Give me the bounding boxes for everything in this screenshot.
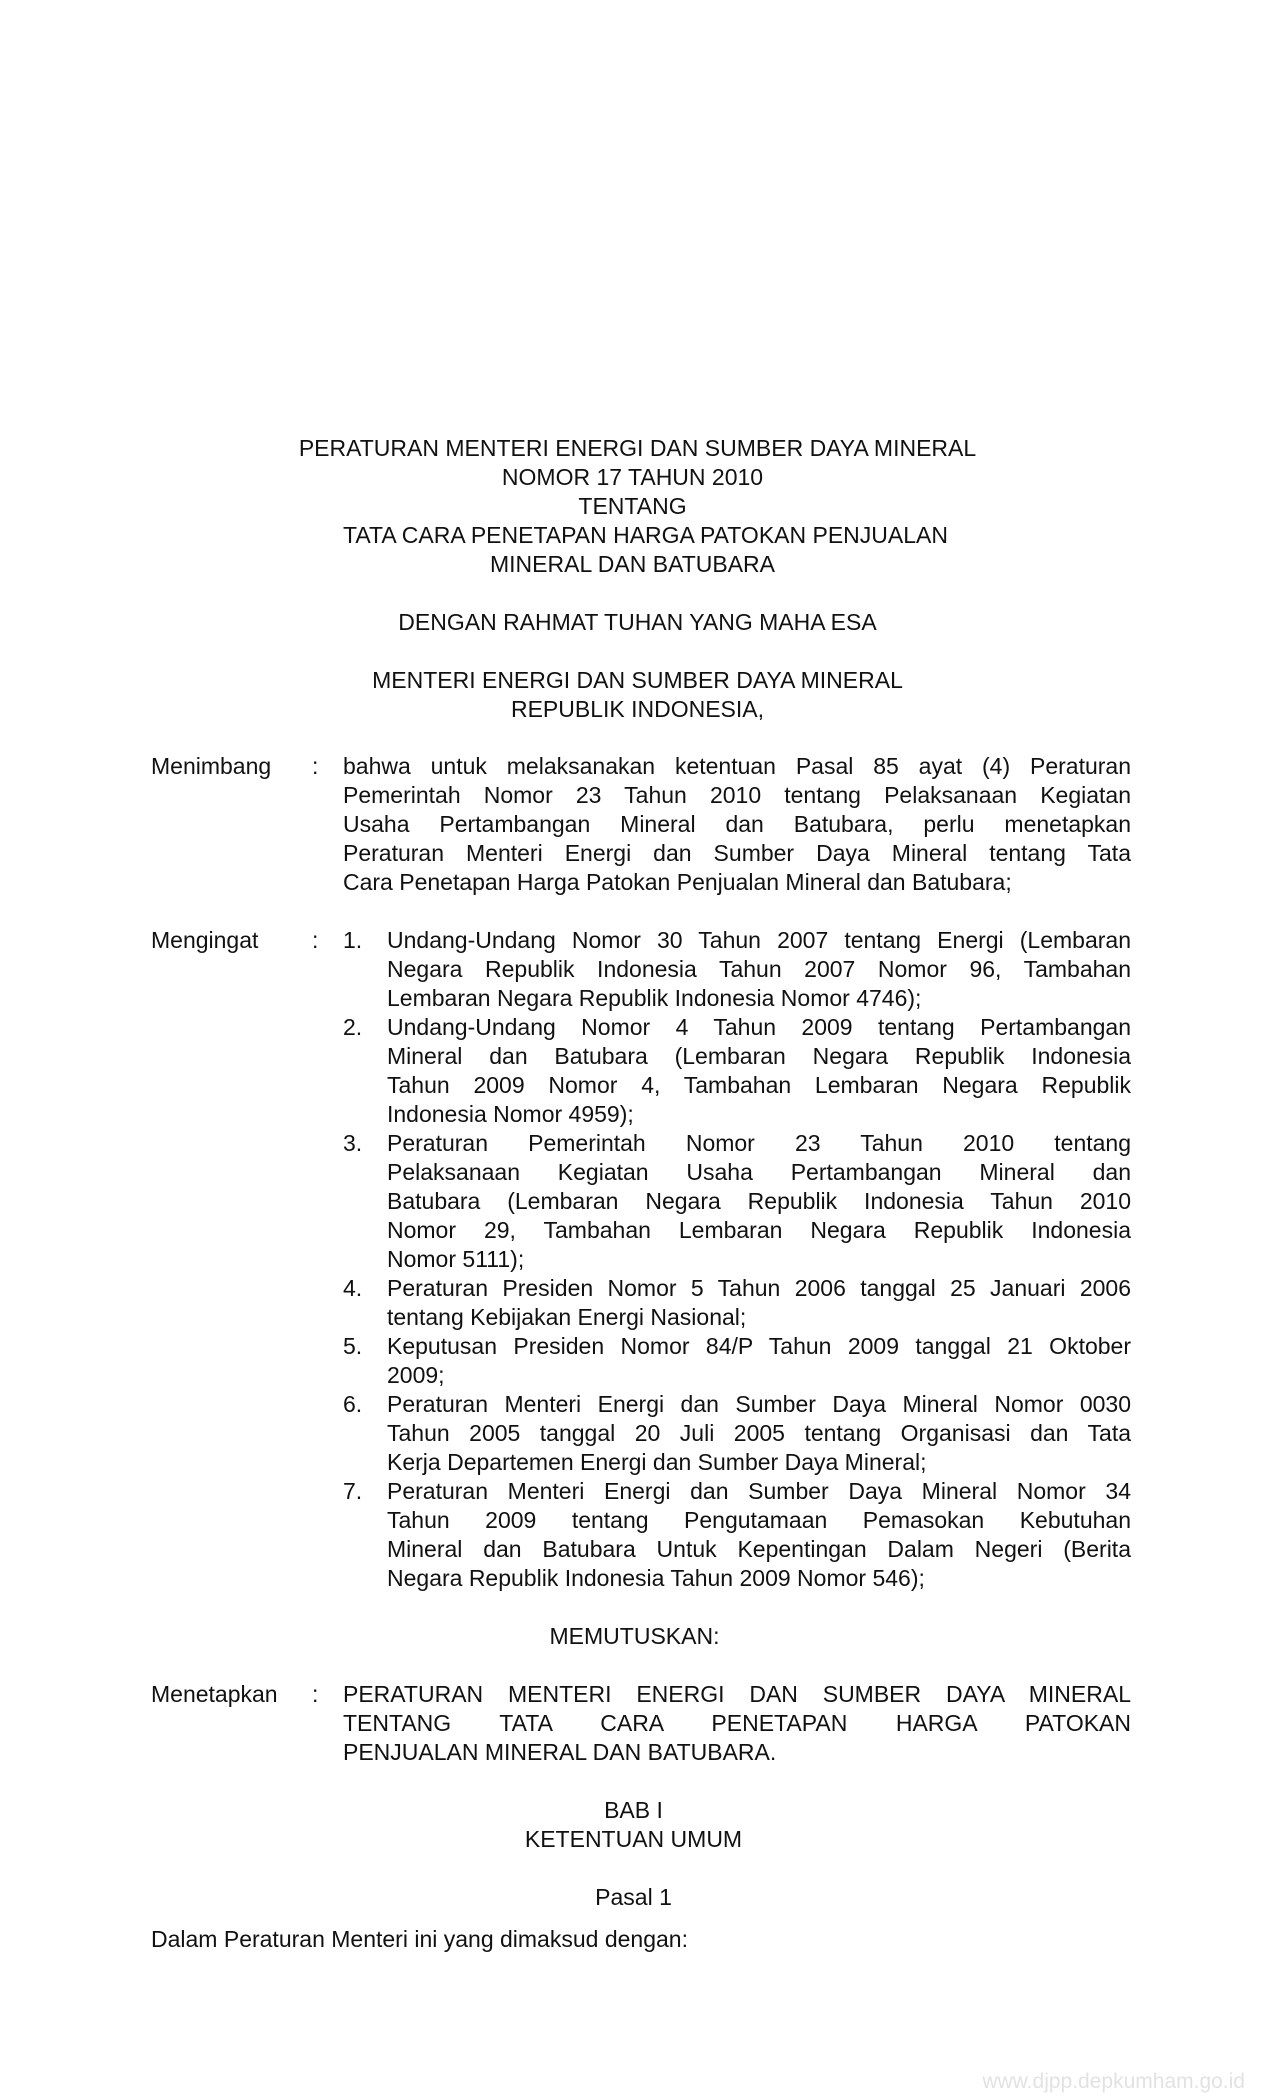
bab-number: BAB I (604, 1797, 663, 1823)
mengingat-item-number: 1. (343, 927, 363, 953)
mengingat-item-line: Nomor 5111); (387, 1246, 525, 1272)
title-line-2: NOMOR 17 TAHUN 2010 (501, 464, 764, 490)
mengingat-item-line: Keputusan Presiden Nomor 84/P Tahun 2009 tanggal 21 Oktober (387, 1333, 1131, 1359)
mengingat-item-number: 6. (343, 1391, 363, 1417)
mengingat-item-line: Lembaran Negara Republik Indonesia Nomor 4746); (387, 985, 922, 1011)
mengingat-item-line: Peraturan Presiden Nomor 5 Tahun 2006 tanggal 25 Januari 2006 (387, 1275, 1131, 1301)
invocation: DENGAN RAHMAT TUHAN YANG MAHA ESA (398, 609, 877, 635)
mengingat-item (387, 926, 1131, 1013)
memutuskan-heading: MEMUTUSKAN: (549, 1623, 720, 1649)
mengingat-item (387, 1013, 1131, 1129)
menimbang-text (343, 752, 1131, 897)
menetapkan-colon: : (312, 1681, 319, 1707)
bab-title: KETENTUAN UMUM (524, 1826, 743, 1852)
issuer-line-2: REPUBLIK INDONESIA, (510, 696, 765, 722)
menimbang-line: Usaha Pertambangan Mineral dan Batubara, perlu menetapkan (343, 811, 1131, 837)
mengingat-item-line: Indonesia Nomor 4959); (387, 1101, 634, 1127)
mengingat-item-line: Peraturan Menteri Energi dan Sumber Daya Mineral Nomor 34 (387, 1478, 1131, 1504)
mengingat-item-line: Undang-Undang Nomor 30 Tahun 2007 tentang Energi (Lembaran (387, 927, 1131, 953)
mengingat-item-line: Pelaksanaan Kegiatan Usaha Pertambangan Mineral dan (387, 1159, 1131, 1185)
mengingat-item-line: Peraturan Pemerintah Nomor 23 Tahun 2010 tentang (387, 1130, 1131, 1156)
mengingat-item-number: 2. (343, 1014, 363, 1040)
definitions-intro: Dalam Peraturan Menteri ini yang dimaksud dengan: (151, 1926, 688, 1952)
mengingat-item-line: Tahun 2009 tentang Pengutamaan Pemasokan Kebutuhan (387, 1507, 1131, 1533)
mengingat-item-line: Negara Republik Indonesia Tahun 2009 Nomor 546); (387, 1565, 925, 1591)
mengingat-item-number: 5. (343, 1333, 363, 1359)
mengingat-item-line: Tahun 2009 Nomor 4, Tambahan Lembaran Negara Republik (387, 1072, 1131, 1098)
mengingat-item-line: Nomor 29, Tambahan Lembaran Negara Republik Indonesia (387, 1217, 1131, 1243)
title-line-3: TENTANG (578, 493, 687, 519)
title-line-4: TATA CARA PENETAPAN HARGA PATOKAN PENJUALAN (343, 522, 948, 548)
mengingat-item-line: Undang-Undang Nomor 4 Tahun 2009 tentang Pertambangan (387, 1014, 1131, 1040)
mengingat-item-line: tentang Kebijakan Energi Nasional; (387, 1304, 747, 1330)
menetapkan-label: Menetapkan (151, 1681, 278, 1707)
mengingat-item-line: Tahun 2005 tanggal 20 Juli 2005 tentang Organisasi dan Tata (387, 1420, 1131, 1446)
mengingat-item (387, 1390, 1131, 1477)
issuer-line-1: MENTERI ENERGI DAN SUMBER DAYA MINERAL (372, 667, 903, 693)
mengingat-item-number: 3. (343, 1130, 363, 1156)
menimbang-line: Pemerintah Nomor 23 Tahun 2010 tentang Pelaksanaan Kegiatan (343, 782, 1131, 808)
pasal-heading: Pasal 1 (595, 1884, 672, 1910)
mengingat-item-number: 7. (343, 1478, 363, 1504)
menimbang-label: Menimbang (151, 753, 272, 779)
mengingat-item-line: Kerja Departemen Energi dan Sumber Daya Mineral; (387, 1449, 927, 1475)
mengingat-item (387, 1477, 1131, 1593)
mengingat-item-line: 2009; (387, 1362, 445, 1388)
title-line-5: MINERAL DAN BATUBARA (490, 551, 775, 577)
menimbang-colon: : (312, 753, 319, 779)
menimbang-line: Cara Penetapan Harga Patokan Penjualan Mineral dan Batubara; (343, 869, 1012, 895)
mengingat-label: Mengingat (151, 927, 259, 953)
watermark: www.djpp.depkumham.go.id (982, 2070, 1245, 2093)
mengingat-item-line: Negara Republik Indonesia Tahun 2007 Nomor 96, Tambahan (387, 956, 1131, 982)
mengingat-colon: : (312, 927, 319, 953)
mengingat-item-line: Mineral dan Batubara Untuk Kepentingan Dalam Negeri (Berita (387, 1536, 1131, 1562)
menetapkan-line: TENTANG TATA CARA PENETAPAN HARGA PATOKAN (343, 1710, 1131, 1736)
mengingat-item-line: Peraturan Menteri Energi dan Sumber Daya Mineral Nomor 0030 (387, 1391, 1131, 1417)
menetapkan-text (343, 1680, 1131, 1767)
mengingat-item (387, 1274, 1131, 1332)
title-line-1: PERATURAN MENTERI ENERGI DAN SUMBER DAYA MINERAL (298, 435, 977, 461)
mengingat-item-number: 4. (343, 1275, 363, 1301)
menetapkan-line: PENJUALAN MINERAL DAN BATUBARA. (343, 1739, 777, 1765)
menimbang-line: bahwa untuk melaksanakan ketentuan Pasal 85 ayat (4) Peraturan (343, 753, 1131, 779)
mengingat-item (387, 1332, 1131, 1390)
menetapkan-line: PERATURAN MENTERI ENERGI DAN SUMBER DAYA MINERAL (343, 1681, 1131, 1707)
menimbang-line: Peraturan Menteri Energi dan Sumber Daya Mineral tentang Tata (343, 840, 1131, 866)
mengingat-item-line: Mineral dan Batubara (Lembaran Negara Republik Indonesia (387, 1043, 1131, 1069)
mengingat-item (387, 1129, 1131, 1274)
mengingat-item-line: Batubara (Lembaran Negara Republik Indonesia Tahun 2010 (387, 1188, 1131, 1214)
